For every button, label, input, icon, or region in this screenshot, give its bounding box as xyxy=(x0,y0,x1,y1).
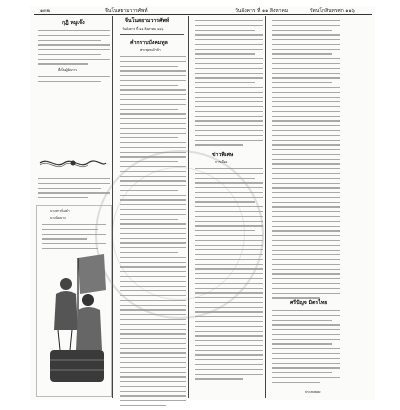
page-number: ๑๓๒ xyxy=(40,8,50,14)
header-rule xyxy=(34,14,372,15)
col4-heading: ศรีปัญจ มิตรไทย xyxy=(290,300,328,306)
col1-text-block-3 xyxy=(38,178,110,202)
col3-subheading: การเมือง xyxy=(215,160,228,164)
col2-text-block xyxy=(120,56,186,410)
col4-text-block-2 xyxy=(272,310,340,387)
illustration-text xyxy=(42,224,106,253)
col3-text-block xyxy=(195,20,263,149)
col1-text-block xyxy=(38,30,110,68)
woodcut-figures-illustration xyxy=(44,250,108,390)
paper-name: จีนโนสยามวารศัพท์ xyxy=(105,8,148,14)
col1-heading: กุฏิ หมูเจ๊ง xyxy=(62,20,85,26)
header-date-right: รัตนโกสินทรศก ๑๑๖ xyxy=(310,8,355,14)
col3-text-block-2 xyxy=(195,168,263,383)
illustration-caption: นางสาวนิ่มคำ xyxy=(50,209,70,213)
col3-heading: ข่าวพิเศษ xyxy=(212,152,234,158)
col1-text-block-2 xyxy=(38,76,110,86)
col1-signature: ที่เป็นผู้จัดการ xyxy=(58,68,77,72)
ornamental-banner xyxy=(38,155,108,169)
col2-subtitle: พระพุทธเจ้าข้า xyxy=(140,48,161,52)
col2-masthead: จีนโนสยามวารศัพท์ xyxy=(125,18,170,24)
illustration-caption-2: นางนิ่มนาง xyxy=(50,216,66,220)
col4-text-block xyxy=(272,20,340,302)
column-divider xyxy=(265,16,266,398)
col2-title-box xyxy=(120,34,184,35)
col2-section-title: คำกราบบังคมทูล xyxy=(130,40,168,46)
col2-masthead-date: วันอังคาร ที่ ๑๑ สิงหาคม ๑๑๖ xyxy=(122,27,164,31)
header-date-left: วันอังคาร ที่ ๑๑ สิงหาคม xyxy=(235,8,289,14)
col4-footer: ประสมพงษ xyxy=(305,390,321,394)
